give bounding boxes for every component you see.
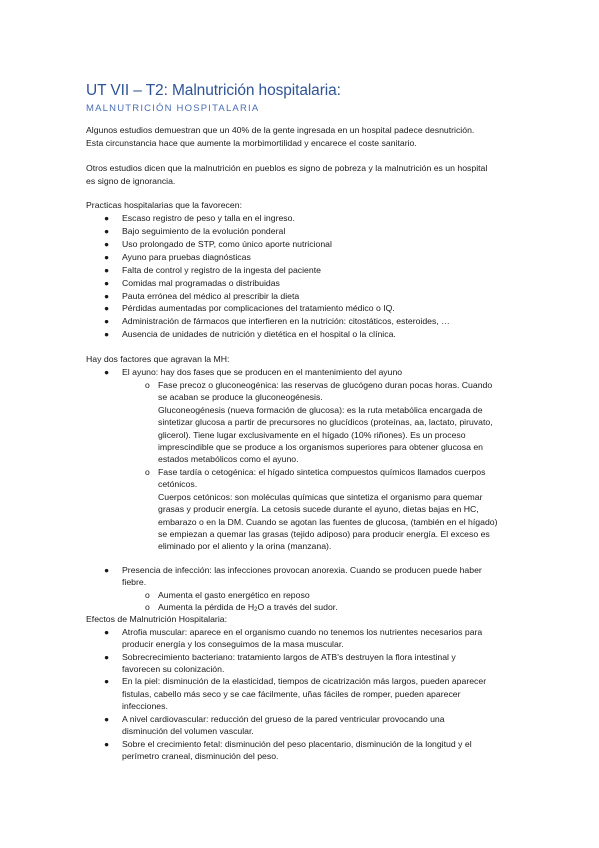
efecto-line: A nivel cardiovascular: reducción del grueso de la pared ventricular provocando una [122, 714, 445, 724]
list-item: Comidas mal programadas o distribuidas [122, 278, 280, 288]
bullet-icon: ● [104, 367, 110, 377]
bullet-icon: ● [104, 265, 110, 275]
list-item: Ausencia de unidades de nutrición y dietética en el hospital o la clínica. [122, 329, 396, 339]
efecto-line: Atrofia muscular: aparece en el organismo cuando no tenemos los nutrientes necesarios para [122, 627, 483, 637]
page-title: UT VII – T2: Malnutrición hospitalaria: [86, 82, 341, 99]
fase-line: se acaban se produce la gluconeogénesis. [158, 392, 323, 402]
bullet-icon: ● [104, 329, 110, 339]
fase-line: Cuerpos cetónicos: son moléculas químicas que sintetiza el organismo para quemar [158, 492, 483, 502]
bullet-icon: ● [104, 213, 110, 223]
list-item: Bajo seguimiento de la evolución ponderal [122, 226, 286, 236]
list-item: Pérdidas aumentadas por complicaciones del tratamiento médico o IQ. [122, 303, 395, 313]
fase-line: se empiezan a quemar las grasas (tejido adiposo) para producir energía. El exceso es [158, 529, 490, 539]
fase-line: Fase precoz o gluconeogénica: las reservas de glucógeno duran pocas horas. Cuando [158, 380, 493, 390]
otros-line: es signo de ignorancia. [86, 176, 176, 186]
bullet-icon: ● [104, 278, 110, 288]
list-item: Falta de control y registro de la ingesta del paciente [122, 265, 321, 275]
bullet-icon: ● [104, 316, 110, 326]
page-subtitle: MALNUTRICIÓN HOSPITALARIA [86, 103, 260, 114]
bullet-icon: ● [104, 291, 110, 301]
list-item: Escaso registro de peso y talla en el ingreso. [122, 213, 295, 223]
efecto-line: perímetro craneal, disminución del peso. [122, 751, 279, 761]
fase-line: sintetizar glucosa a partir de precursores no glucídicos (proteínas, aa, lactato, piruvato, [158, 417, 493, 427]
bullet-icon: ● [104, 303, 110, 313]
efecto-line: favorecen su colonización. [122, 664, 225, 674]
bullet-icon: ● [104, 252, 110, 262]
sub-bullet-icon: o [145, 602, 150, 612]
efecto-line: En la piel: disminución de la elasticidad, tiempos de cicatrización más largos, pueden aparecer [122, 676, 487, 686]
intro-line: Algunos estudios demuestran que un 40% de la gente ingresada en un hospital padece desnutrición. [86, 125, 475, 135]
factores-heading: Hay dos factores que agravan la MH: [86, 354, 230, 364]
h2o-subscript: 2 [254, 607, 258, 613]
fase-line: grasas y producir energía. La cetosis sucede durante el ayuno, dietas bajas en HC, [158, 504, 479, 514]
bullet-icon: ● [104, 565, 110, 575]
infeccion-sub-item: Aumenta el gasto energético en reposo [158, 590, 310, 600]
efecto-line: Sobrecrecimiento bacteriano: tratamiento largos de ATB's destruyen la flora intestinal y [122, 652, 456, 662]
efecto-line: fistulas, cabello más seco y se cae fácilmente, uñas fáciles de romper, pueden aparecer [122, 689, 461, 699]
sub-bullet-icon: o [145, 380, 150, 390]
sub-bullet-icon: o [145, 590, 150, 600]
practicas-heading: Practicas hospitalarias que la favorecen: [86, 200, 242, 210]
h2o-suffix: O a través del sudor. [257, 602, 338, 612]
fase-line: cetónicos. [158, 479, 198, 489]
fase-line: imprescindible que se produce a los organismos superiores para obtener glucosa en [158, 442, 484, 452]
efectos-heading: Efectos de Malnutrición Hospitalaria: [86, 614, 227, 624]
efecto-line: infecciones. [122, 701, 168, 711]
bullet-icon: ● [104, 239, 110, 249]
fase-line: eliminado por el aliento y la orina (manzana). [158, 541, 332, 551]
bullet-icon: ● [104, 627, 110, 637]
fase-line: estados metabólicos como el ayuno. [158, 454, 299, 464]
fase-line: Fase tardía o cetogénica: el hígado sintetica compuestos químicos llamados cuerpos [158, 467, 486, 477]
h2o-prefix: Aumenta la pérdida de H [158, 602, 255, 612]
efecto-line: producir energía y los conseguimos de la masa muscular. [122, 639, 344, 649]
intro-line: Esta circunstancia hace que aumente la morbimortilidad y encarece el coste sanitario. [86, 138, 417, 148]
ayuno-item: El ayuno: hay dos fases que se producen en el mantenimiento del ayuno [122, 367, 403, 377]
sub-bullet-icon: o [145, 467, 150, 477]
bullet-icon: ● [104, 226, 110, 236]
list-item: Ayuno para pruebas diagnósticas [122, 252, 251, 262]
fase-line: glicerol). Tiene lugar exclusivamente en el hígado (10% riñones). Es un proceso [158, 430, 466, 440]
list-item: Administración de fármacos que interfieren en la nutrición: citostáticos, esteroides, … [122, 316, 450, 326]
bullet-icon: ● [104, 676, 110, 686]
fase-line: embarazo o en la DM. Cuando se agotan las fuentes de glucosa, (también en el hígado) [158, 517, 498, 527]
efecto-line: disminución del volumen vascular. [122, 726, 254, 736]
list-item: Pauta errónea del médico al prescribir la dieta [122, 291, 300, 301]
efecto-line: Sobre el crecimiento fetal: disminución del peso placentario, disminución de la longitud y el [122, 739, 472, 749]
infeccion-line: fiebre. [122, 577, 147, 587]
bullet-icon: ● [104, 739, 110, 749]
bullet-icon: ● [104, 714, 110, 724]
bullet-icon: ● [104, 652, 110, 662]
otros-line: Otros estudios dicen que la malnutrición en pueblos es signo de pobreza y la malnutrición es un hospital [86, 163, 488, 173]
fase-line: Gluconeogénesis (nueva formación de glucosa): es la ruta metabólica encargada de [158, 405, 483, 415]
infeccion-line: Presencia de infección: las infecciones provocan anorexia. Cuando se producen puede haber [122, 565, 482, 575]
list-item: Uso prolongado de STP, como único aporte nutricional [122, 239, 332, 249]
